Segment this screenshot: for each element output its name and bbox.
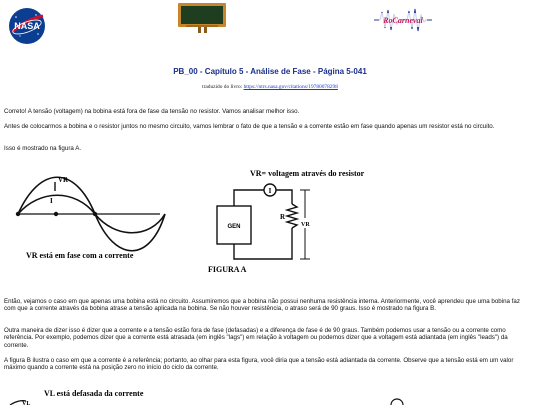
paragraph-5: Outra maneira de dizer isso é dizer que a corrente e a tensão estão fora de fase (defasadas) e a diferença de fase é de 90 graus. Também podemos usar a tensão ou a corrente como referência. Por exemplo, podemos dizer que a corrente está atrasada (em inglês "lags") em relação à voltagem ou podemos dizer que a voltagem está adiantada (em inglês "leads") da corrente. — [4, 327, 508, 349]
sine-wave-plot — [18, 177, 165, 251]
paragraph-2: Antes de colocarmos a bobina e o resistor juntos no mesmo circuito, vamos lembrar o fato de que a tensão e a corrente estão em fase quando apenas um resistor está no circuito. — [4, 123, 495, 130]
figure-b-caption: VL está defasada da corrente — [44, 389, 144, 398]
circuit-title: VR= voltagem através do resistor — [250, 169, 365, 178]
paragraph-4: Então, vejamos o caso em que apenas uma bobina está no circuito. Assumiremos que a bobina não possui nenhuma resistência interna. Anteriormente, você aprendeu que uma bobina faz com que a corrente através da bobina atrase a tensão aplicada na bobina. Se não houver resistência, o atraso será de 90 graus. Isso é mostrado na figura B. — [4, 298, 520, 313]
generator-label: GEN — [227, 224, 241, 230]
figure-a-label: FIGURA A — [208, 265, 247, 274]
figure-b — [0, 384, 540, 405]
paragraph-3: Isso é mostrado na figura A. — [4, 145, 82, 152]
subtitle-prefix: traduzido do livro: — [202, 84, 244, 90]
page-title: PB_00 - Capítulo 5 - Análise de Fase - Página 5-041 — [173, 67, 367, 76]
paragraph-6: A figura B ilustra o caso em que a corrente é a referência; portanto, ao olhar para esta figura, você diria que a tensão está adiantada da corrente. Observe que a tensão está em um valor máximo quando a corrente está na posição zero no início do ciclo da corrente. — [4, 357, 514, 372]
blackboard-icon — [176, 2, 228, 34]
wave-label-vr: VR — [58, 176, 69, 184]
wave-label-i: I — [50, 197, 53, 205]
subtitle — [0, 84, 540, 90]
rocarneval-logo-text: RoCarneval — [383, 16, 423, 25]
paragraph-1: Correto! A tensão (voltagem) na bobina está fora de fase da tensão no resistor. Vamos analisar melhor isso. — [4, 108, 300, 115]
ammeter-symbol: I — [268, 187, 272, 195]
resistor-label: R — [280, 213, 286, 221]
figure-a — [0, 162, 540, 277]
rocarneval-logo — [372, 6, 434, 34]
nasa-logo — [8, 7, 46, 45]
figure-b-top-label: VL — [22, 401, 31, 405]
source-link[interactable]: https://ntrs.nasa.gov/citations/19780078298 — [243, 84, 338, 90]
nasa-logo-text: NASA — [14, 21, 40, 31]
resistor-circuit — [217, 184, 310, 259]
voltage-label: VR — [301, 222, 310, 228]
figure-a-left-caption: VR está em fase com a corrente — [26, 251, 134, 260]
